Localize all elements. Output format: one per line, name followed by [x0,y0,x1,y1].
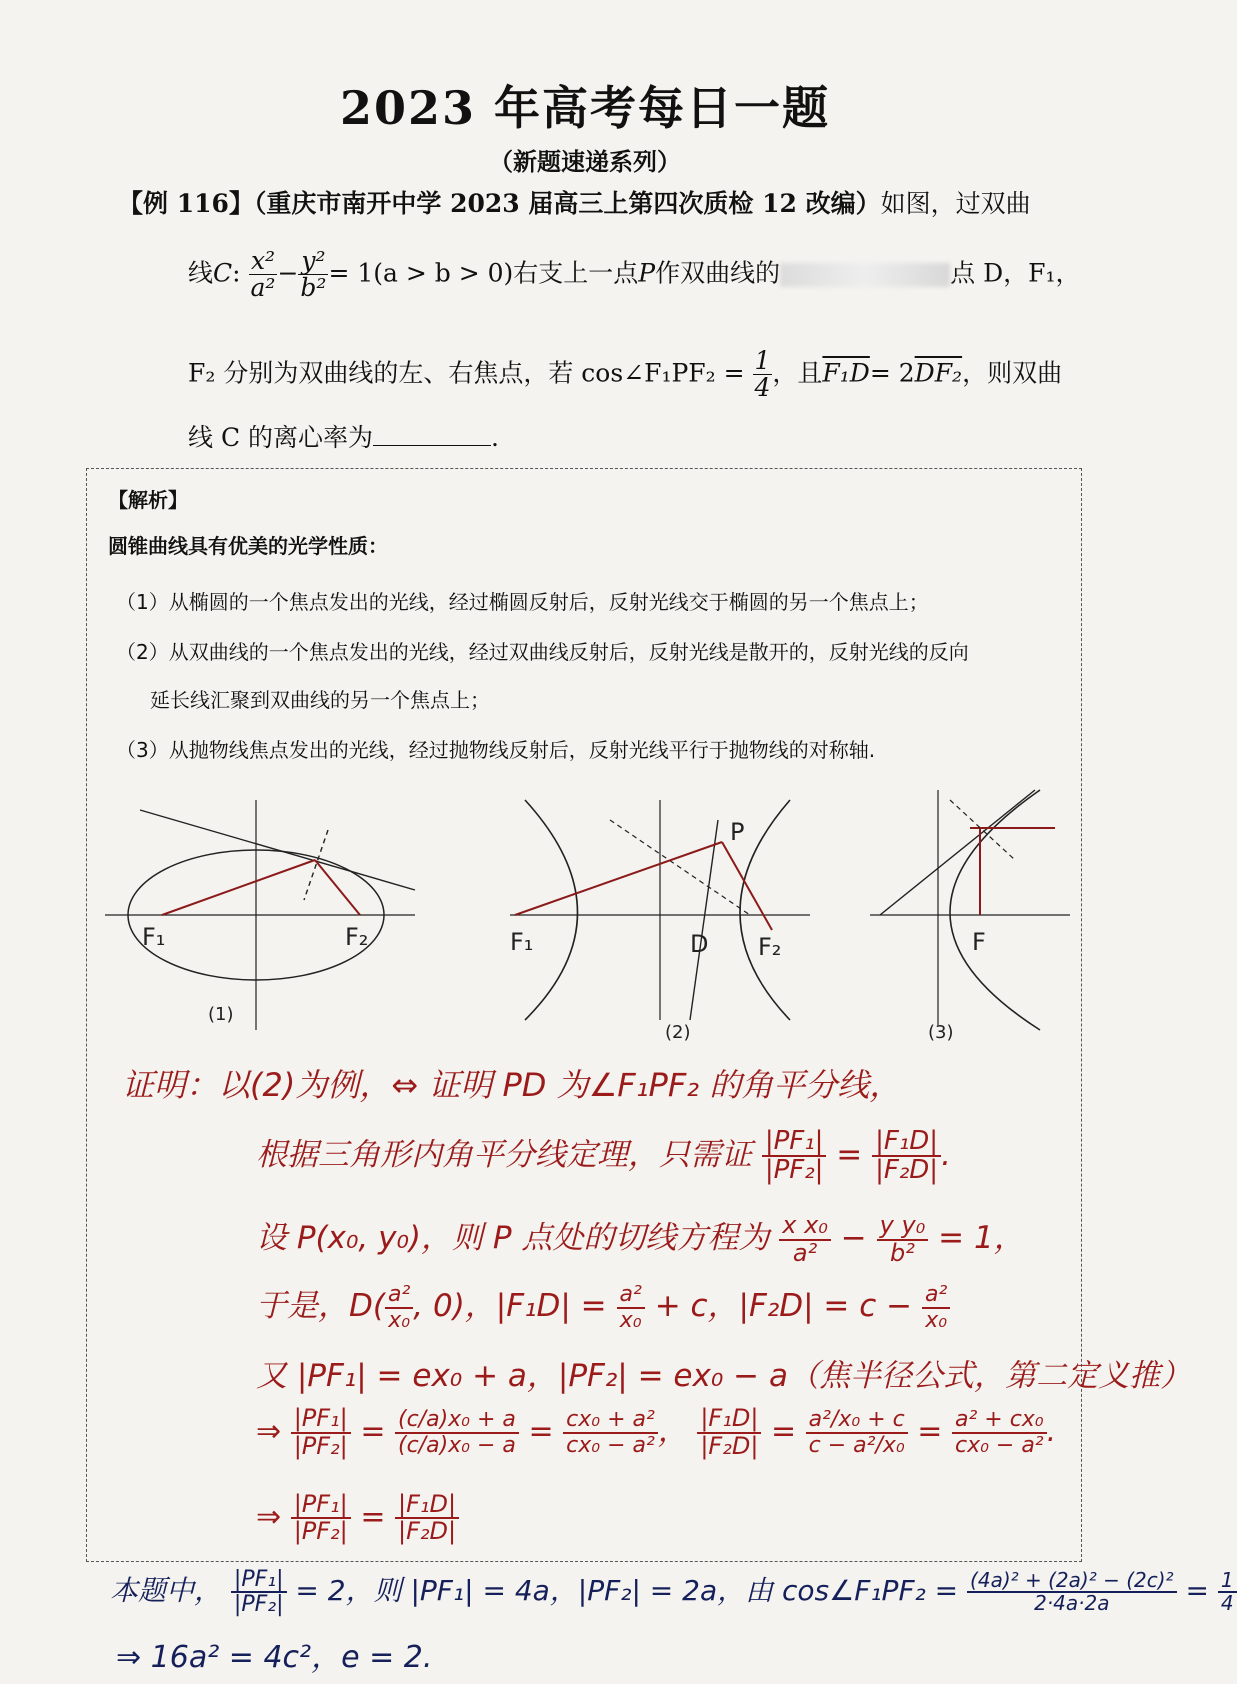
tangent-x-term: $\frac{\text{x x₀}}{\text{a²}}$ [779,1213,831,1265]
proof-line-2: 根据三角形内角平分线定理，只需证 $\frac{\text{|PF₁|}}{\text{|PF₂|}}$ = $\frac{\text{|F₁D|}}{\text{|F₂D|}}$ . [256,1126,951,1186]
answer-blank [373,423,491,446]
figure-parabola [870,790,1070,1043]
cos-fraction: $\frac{1}{4}$ [754,346,771,403]
tangent-line-2 [690,820,718,1020]
d-x-coord: $\frac{\text{a²}}{\text{x₀}}$ [385,1283,413,1331]
problem-source: （重庆市南开中学 2023 届高三上第四次质检 12 改编） [253,189,881,218]
problem-line-2: 线C: $\frac{\text{x²}}{\text{a²}}$ − $\frac{\text{y²}}{\text{b²}}$ = 1(a > b > 0)右支上一点P作双曲线的 点 D，F₁， [188,246,1081,303]
problem-text: 作双曲线的 [655,258,781,288]
figure-hyperbola [510,800,810,1043]
page-subtitle: （新题速递系列） [489,147,681,176]
tangent-line [140,810,415,890]
f2d-term: $\frac{\text{a²}}{\text{x₀}}$ [922,1283,950,1331]
ratio-pf: $\frac{\text{|PF₁|}}{\text{|PF₂|}}$ [762,1128,827,1185]
point-p: P [638,258,656,288]
ratio-pf-2: $\frac{\text{|PF₁|}}{\text{|PF₂|}}$ [291,1406,351,1458]
hyperbola-left-branch [525,800,578,1020]
fig1-f1-label: F₁ [142,923,166,951]
equation-y-term: $\frac{\text{y²}}{\text{b²}}$ [300,246,327,303]
proof-line-1: 证明：以(2)为例，⇔ 证明 PD 为∠F₁PF₂ 的角平分线， [122,1066,902,1104]
ratio-pf-3: $\frac{\text{|PF₁|}}{\text{|PF₂|}}$ [291,1492,351,1544]
fig2-f1-label: F₁ [510,928,534,956]
ray-from-f1-2 [515,842,722,915]
focal-ratio: $\frac{\text{(c/a)x₀ + a}}{\text{(c/a)x₀ − a}}$ [395,1408,519,1456]
fig2-f2-label: F₂ [758,933,782,961]
ray-from-f1 [162,860,315,915]
analysis-heading: 【解析】 [108,488,188,512]
problem-line-1 [118,184,1031,220]
reflected-extension [610,820,750,915]
fig2-caption: (2) [665,1022,691,1043]
parabola-curve [950,790,1040,1030]
solution-line-1: 本题中， $\frac{\text{|PF₁|}}{\text{|PF₂|}}$ = 2，则 |PF₁| = 4a，|PF₂| = 2a，由 cos∠F₁PF₂ = $\frac{\text{(4a)² + (2a)² − (2c)²}}{2\cdot 4a\cdot 2a}$ = $\frac{1}{4}$ [110,1568,1237,1616]
given-ratio: $\frac{\text{|PF₁|}}{\text{|PF₂|}}$ [231,1568,287,1616]
problem-text: 线 C 的离心率为 [188,423,374,452]
fd-simplified: $\frac{\text{a² + cx₀}}{\text{cx₀ − a²}}$ [952,1408,1047,1456]
cosine-law: $\frac{\text{(4a)² + (2a)² − (2c)²}}{2\cdot 4a\cdot 2a}$ [967,1570,1177,1614]
problem-text: 如图，过双曲 [880,189,1031,218]
problem-text: 线 [188,258,214,288]
vector-df2: DF₂ [914,358,963,388]
ratio-fd-3: $\frac{\text{|F₁D|}}{\text{|F₂D|}}$ [395,1492,459,1544]
fig3-f-label: F [972,928,986,956]
analysis-intro: 圆锥曲线具有优美的光学性质： [108,534,388,558]
ratio-fd-2: $\frac{\text{|F₁D|}}{\text{|F₂D|}}$ [697,1406,761,1458]
normal-line [304,830,328,900]
problem-line-3 [188,348,1062,402]
fig1-caption: (1) [208,1004,234,1025]
proof-line-7: ⇒ $\frac{\text{|PF₁|}}{\text{|PF₂|}}$ = $\frac{\text{|F₁D|}}{\text{|F₂D|}}$ [256,1492,459,1544]
ray-to-f2-2 [722,842,772,930]
fd-ratio: $\frac{\text{a²/x₀ + c}}{\text{c − a²/x₀}}$ [806,1408,908,1456]
problem-line-4 [188,418,499,454]
problem-text: F₂ 分别为双曲线的左、右焦点，若 cos∠F₁PF₂ = [188,358,745,388]
fig2-d-label: D [690,930,709,958]
vector-f1d: F₁D [822,358,870,388]
problem-text: = 2 [869,358,915,388]
proof-line-5: 又 |PF₁| = ex₀ + a，|PF₂| = ex₀ − a（焦半径公式，第二定义推） [256,1358,1191,1394]
problem-text: 右支上一点 [513,258,639,288]
tangent-y-term: $\frac{\text{y y₀}}{\text{b²}}$ [877,1213,929,1265]
problem-text: ，则双曲 [962,358,1063,388]
simplified-ratio: $\frac{\text{cx₀ + a²}}{\text{cx₀ − a²}}$ [563,1408,658,1456]
analysis-item-2: （2）从双曲线的一个焦点发出的光线，经过双曲线反射后，反射光线是散开的，反射光线的反向 [116,640,969,664]
proof-line-6: ⇒ $\frac{\text{|PF₁|}}{\text{|PF₂|}}$ = $\frac{\text{(c/a)x₀ + a}}{\text{(c/a)x₀ − a}}$ = $\frac{\text{cx₀ + a²}}{\text{cx₀ − a²}}$ ， $\frac{\text{|F₁D|}}{\text{|F₂D|}}$ = $\frac{\text{a²/x₀ + c}}{\text{c − a²/x₀}}$ = $\frac{\text{a² + cx₀}}{\text{cx₀ − a²}}$ . [256,1404,1057,1460]
problem-text: 点 D，F₁， [950,258,1081,288]
fig1-f2-label: F₂ [345,923,369,951]
equation-rhs: = 1(a > b > 0) [328,258,514,288]
problem-text: ，且 [772,358,823,388]
blurred-region [780,263,950,287]
analysis-item-1: （1）从椭圆的一个焦点发出的光线，经过椭圆反射后，反射光线交于椭圆的另一个焦点上； [116,590,929,614]
equation-x-term: $\frac{\text{x²}}{\text{a²}}$ [250,246,276,303]
figure-ellipse [105,800,415,1030]
proof-line-4: 于是，D( $\frac{\text{a²}}{\text{x₀}}$ , 0)，|F₁D| = $\frac{\text{a²}}{\text{x₀}}$ + c，|F₂D| = c − $\frac{\text{a²}}{\text{x₀}}$ [256,1280,950,1332]
problem-tag: 【例 116】 [118,189,254,218]
fig3-caption: (3) [928,1022,954,1043]
f1d-term: $\frac{\text{a²}}{\text{x₀}}$ [617,1283,645,1331]
hyperbola-right-branch [740,800,790,1020]
analysis-item-3: （3）从抛物线焦点发出的光线，经过抛物线反射后，反射光线平行于抛物线的对称轴. [116,738,876,762]
proof-line-3: 设 P(x₀, y₀)，则 P 点处的切线方程为 $\frac{\text{x x₀}}{\text{a²}}$ − $\frac{\text{y y₀}}{\text{b²}}$ = 1， [256,1211,1025,1267]
figures-svg [90,780,1080,1043]
ray-to-f2 [315,860,360,915]
solution-line-2: ⇒ 16a² = 4c²，e = 2. [116,1640,433,1675]
cos-value: $\frac{1}{4}$ [1218,1570,1237,1614]
fig2-p-label: P [730,818,745,846]
page-title: 2023 年高考每日一题 [339,81,831,135]
problem-text: . [491,423,499,452]
curve-name: C [213,258,233,288]
analysis-item-2-cont: 延长线汇聚到双曲线的另一个焦点上； [150,688,490,712]
tangent-line-3 [880,790,1035,915]
ratio-fd: $\frac{\text{|F₁D|}}{\text{|F₂D|}}$ [872,1128,941,1185]
